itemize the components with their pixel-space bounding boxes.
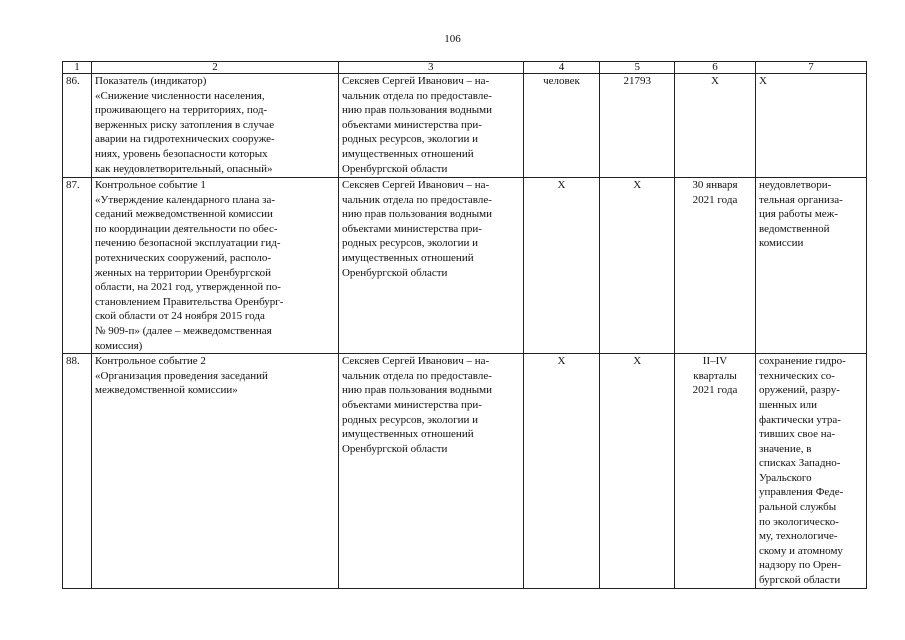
text-line: Х [633, 355, 642, 368]
text-line: Уральского [758, 471, 812, 484]
unit-cell [523, 178, 600, 354]
text-line: 2021 года [692, 193, 738, 206]
text-line: комиссии [758, 237, 804, 250]
text-line: «Утверждение календарного плана за- [95, 193, 276, 206]
text-line: № 909-п» (далее – межведомственная [95, 324, 272, 337]
text-line: шенных или [758, 398, 817, 411]
text-line: значение, в [758, 442, 812, 455]
text-line: Контрольное событие 2 [95, 355, 206, 368]
text-line: надзору по Орен- [758, 559, 841, 572]
text-line: родных ресурсов, экологии и [341, 237, 478, 250]
text-line: чальник отдела по предоставле- [341, 89, 492, 102]
table-row [63, 178, 867, 354]
text-line: Сексяев Сергей Иванович – на- [341, 355, 490, 368]
text-line: по координации деятельности по обес- [95, 222, 278, 235]
text-line: Х [557, 355, 566, 368]
text-line: ротехнических сооружений, располо- [95, 251, 272, 264]
risk-cell [755, 354, 866, 589]
column-header: 1 [63, 62, 92, 74]
text-line: Контрольное событие 1 [95, 179, 206, 191]
text-line: имущественных отношений [341, 428, 474, 441]
text-line: имущественных отношений [341, 251, 474, 264]
text-line: становлением Правительства Оренбург- [95, 295, 284, 308]
text-line: области, на 2021 год, утвержденной по- [95, 281, 281, 294]
text-line: му, технологиче- [758, 530, 838, 543]
table-row [63, 74, 867, 178]
text-line: Сексяев Сергей Иванович – на- [341, 75, 490, 87]
text-line: нию прав пользования водными [341, 104, 492, 117]
text-line: тельная организа- [758, 193, 843, 206]
deadline-cell [675, 178, 756, 354]
text-line: неудовлетвори- [758, 179, 832, 191]
column-header: 6 [675, 62, 756, 74]
text-line: Оренбургской области [341, 266, 448, 279]
text-line: бургской области [758, 574, 841, 587]
column-header: 2 [92, 62, 339, 74]
text-line: Х [711, 75, 719, 87]
text-line: аварии на гидротехнических сооруже- [95, 133, 275, 146]
value-cell [600, 74, 675, 178]
text-line: имущественных отношений [341, 147, 474, 160]
indicator-text [92, 178, 339, 354]
column-header: 3 [338, 62, 523, 74]
value-cell [600, 354, 675, 589]
text-line: нию прав пользования водными [341, 208, 492, 221]
text-line: верженных риску затопления в случае [95, 118, 275, 131]
text-line: ниях, уровень безопасности которых [95, 147, 268, 160]
text-line: 30 января [692, 179, 738, 191]
text-line: объектами министерства при- [341, 118, 482, 131]
text-line: родных ресурсов, экологии и [341, 133, 478, 146]
text-line: скому и атомному [758, 544, 843, 557]
text-line: печению безопасной эксплуатации гид- [95, 237, 281, 250]
text-line: ской области от 24 ноября 2015 года [95, 310, 265, 323]
column-header: 4 [523, 62, 600, 74]
text-line: по экологическо- [758, 515, 839, 528]
text-line: проживающего на территориях, под- [95, 104, 268, 117]
text-line: фактически утра- [758, 413, 841, 426]
text-line: ведомственной [758, 222, 830, 235]
text-line: тивших свое на- [758, 428, 836, 441]
text-line: оружений, разру- [758, 384, 840, 397]
text-line: человек [543, 75, 580, 87]
indicators-table [62, 61, 867, 589]
text-line: «Снижение численности населения, [95, 89, 265, 102]
text-line: Х [557, 179, 566, 191]
value-cell [600, 178, 675, 354]
text-line: женных на территории Оренбургской [95, 266, 272, 279]
deadline-cell [675, 354, 756, 589]
text-line: объектами министерства при- [341, 398, 482, 411]
text-line: Оренбургской области [341, 442, 448, 455]
text-line: нию прав пользования водными [341, 384, 492, 397]
text-line: родных ресурсов, экологии и [341, 413, 478, 426]
text-line: Х [758, 75, 767, 87]
text-line: Оренбургской области [341, 162, 448, 175]
text-line: Сексяев Сергей Иванович – на- [341, 179, 490, 191]
text-line: управления Феде- [758, 486, 844, 499]
text-line: ральной службы [758, 501, 837, 514]
unit-cell [523, 354, 600, 589]
text-line: сохранение гидро- [758, 355, 846, 368]
indicator-text [92, 354, 339, 589]
table-row [63, 354, 867, 589]
text-line: седаний межведомственной комиссии [95, 208, 273, 221]
text-line: как неудовлетворительный, опасный» [95, 162, 273, 175]
text-line: Х [633, 179, 642, 191]
text-line: ция работы меж- [758, 208, 838, 221]
page-number: 106 [444, 33, 461, 45]
deadline-cell [675, 74, 756, 178]
text-line: 2021 года [692, 384, 738, 397]
responsible-person [338, 74, 523, 178]
table-header-row [63, 62, 867, 74]
column-header: 5 [600, 62, 675, 74]
text-line: «Организация проведения заседаний [95, 369, 268, 382]
text-line: 21793 [623, 75, 651, 87]
text-line: кварталы [693, 369, 737, 382]
text-line: Показатель (индикатор) [95, 75, 207, 87]
text-line: II–IV [702, 355, 728, 368]
row-number: 88. [63, 354, 92, 589]
text-line: комиссия) [95, 339, 143, 352]
indicator-text [92, 74, 339, 178]
risk-cell [755, 178, 866, 354]
text-line: чальник отдела по предоставле- [341, 369, 492, 382]
row-number: 86. [63, 74, 92, 178]
text-line: чальник отдела по предоставле- [341, 193, 492, 206]
text-line: списках Западно- [758, 457, 841, 470]
unit-cell [523, 74, 600, 178]
responsible-person [338, 178, 523, 354]
risk-cell [755, 74, 866, 178]
text-line: объектами министерства при- [341, 222, 482, 235]
text-line: технических со- [758, 369, 835, 382]
column-header: 7 [755, 62, 866, 74]
responsible-person [338, 354, 523, 589]
text-line: межведомственной комиссии» [95, 384, 238, 397]
row-number: 87. [63, 178, 92, 354]
